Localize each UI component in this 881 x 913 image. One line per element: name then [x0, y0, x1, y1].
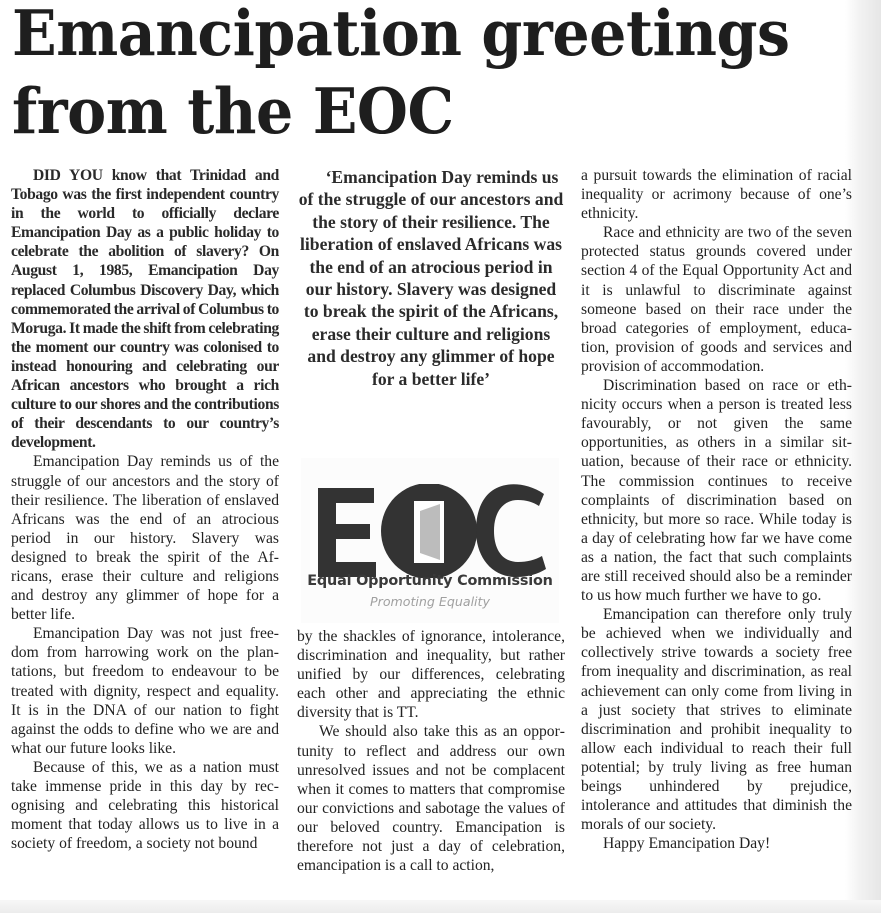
column-1: [11, 166, 279, 853]
column-2-top: [297, 166, 565, 390]
body-paragraph: We should also take this as an opportunity to reflect and address our own unresolved issues and not be complacent when it comes to matters that compromise our convictions and sabotage the values of our beloved country. Emancipation is therefore not just a day of celebration, emancipation is a call to action,: [297, 723, 565, 875]
column-2-body: [297, 627, 565, 875]
body-paragraph: a pursuit towards the elimination of racial inequality or acrimony because of one’s ethnicity.: [581, 167, 852, 223]
sign-off: Happy Emancipation Day!: [603, 835, 771, 853]
body-paragraph: Emancipation can therefore only truly be achieved when we individually and collectively strive towards a society free from inequality and discrimination, as real achievement can only come from living in a just society that strives to eliminate discrimination and prohibit inequality to allow each individual to reach their full potential; by truly living as free human beings unhindered by prejudice, intolerance and attitudes that diminish the morals of our society.: [581, 606, 852, 834]
lead-paragraph: DID YOU know that Trinidad and Tobago was the first independent country in the world to officially declare Emancipation Day as a public holiday to celebrate the abolition of slavery? On August 1, 1985, Emancipation Day replaced Columbus Discovery Day, which commemorated the arrival of Columbus to Moruga. It made the shift from celebrating the moment our country was colonised to instead honouring and celebrating our African ancestors who brought a rich culture to our shores and the contributions of their descendants to our country’s development.: [11, 167, 279, 452]
pull-quote: ‘Emancipation Day reminds us of the struggle of our ancestors and the story of their resilience. The liberation of enslaved Africans was the end of an atrocious period in our history. Slavery was designed to break the spirit of the Africans, erase their culture and religions and destroy any glimmer of hope for a better life’: [298, 167, 564, 389]
body-paragraph: Emancipation Day reminds us of the struggle of our ancestors and the story of their resilience. The liberation of enslaved Africans was the end of an atrocious period in our history. Slavery was designed to break the spirit of the Africans, erase their culture and religions and destroy any glimmer of hope for a better life.: [11, 453, 279, 624]
eoc-logo: [301, 458, 559, 623]
body-paragraph: Because of this, we as a nation must take immense pride in this day by recognising and celebrating this historical moment that today allows us to live in a society of freedom, a society not bound: [11, 758, 279, 853]
page-bottom-edge: [0, 900, 881, 913]
logo-tagline: Promoting Equality: [370, 594, 490, 609]
column-3: [581, 166, 852, 853]
logo-organization-name: Equal Opportunity Commission: [307, 573, 553, 589]
headline: Emancipation greetings from the EOC: [12, 0, 790, 148]
body-paragraph: Race and ethnicity are two of the seven protected status grounds covered under section 4 of the Equal Opportunity Act and it is unlawful to discriminate against someone based on their race under the broad categories of employment, education, provision of goods and services and provision of accommodation.: [581, 224, 852, 375]
body-paragraph: Emancipation Day was not just freedom from harrowing work on the plantations, but freedom to endeavour to be treated with dignity, respect and equality. It is in the DNA of our nation to fight against the odds to define who we are and what our future looks like.: [11, 625, 279, 757]
body-paragraph: Discrimination based on race or ethnicity occurs when a person is treated less favourably, or not given the same opportunities, as others in a similar situation, because of their race or ethnicity. The commission continues to receive complaints of discrimination based on ethnicity, but more so race. While today is a day of celebrating how far we have come as a nation, the fact that such complaints are still received should also be a reminder to us how much further we have to go.: [581, 377, 852, 605]
body-paragraph: by the shackles of ignorance, intolerance, discrimination and inequality, but rather unified by our differences, celebrating each other and appreciating the ethnic diversity that is TT.: [297, 628, 565, 722]
eoc-logo-mark-icon: [316, 484, 551, 578]
